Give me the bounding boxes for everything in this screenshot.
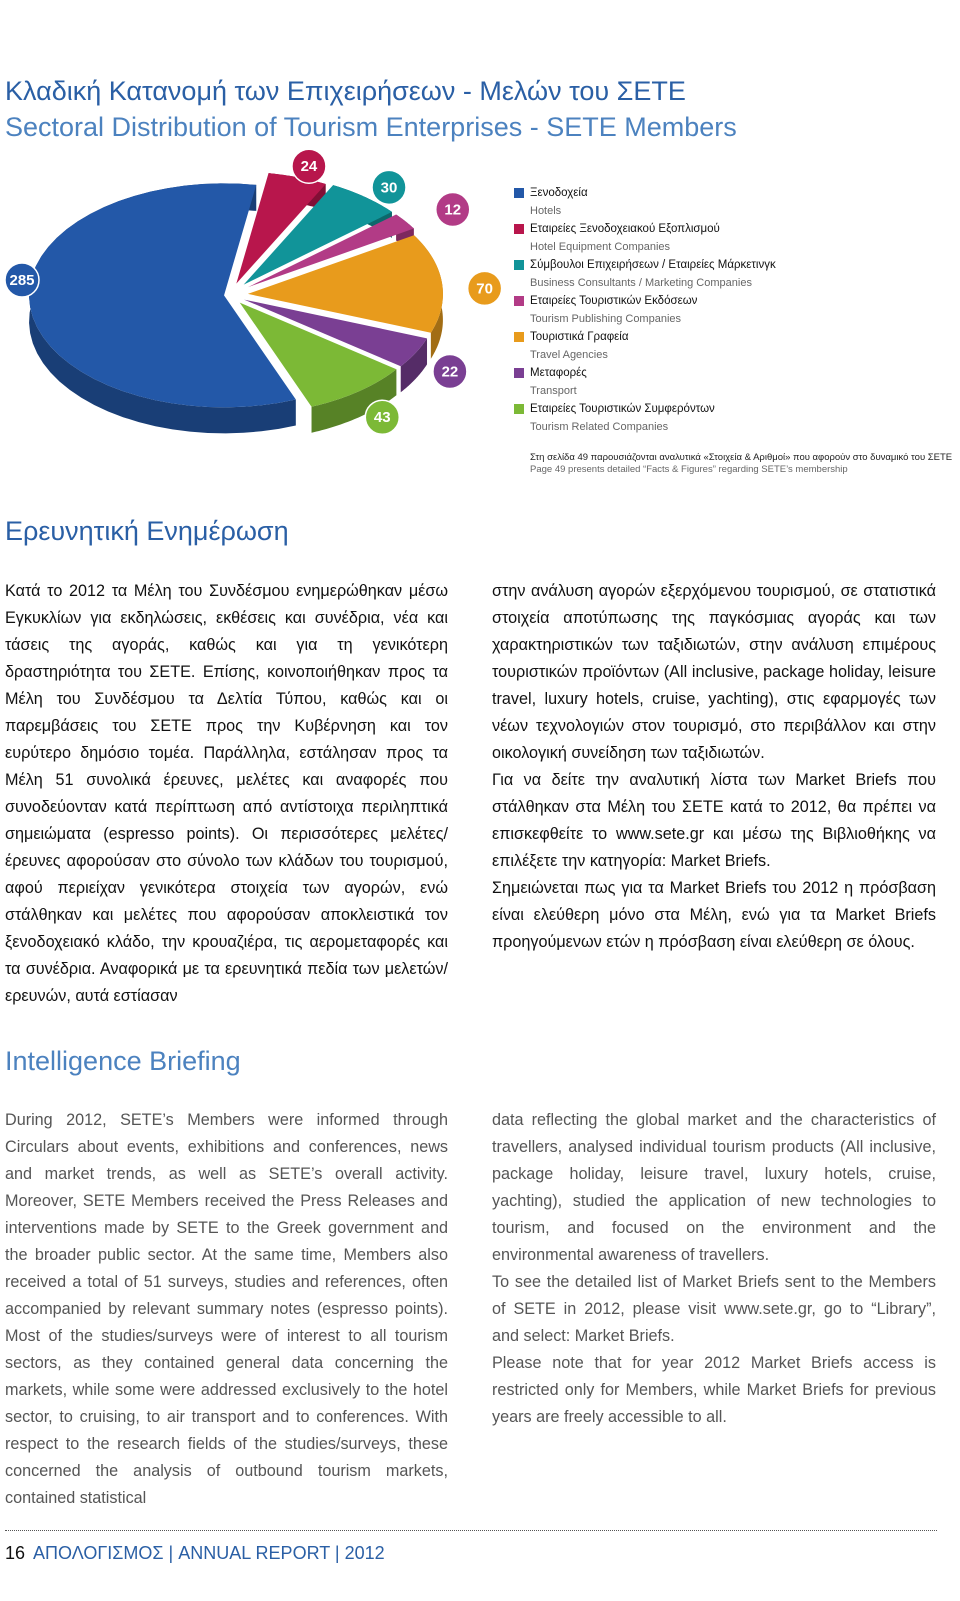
footer-text: ΑΠΟΛΟΓΙΣΜΟΣ | ANNUAL REPORT | 2012 [33,1543,385,1563]
legend-label-english: Hotels [530,205,562,217]
chart-note-english: Page 49 presents detailed “Facts & Figures” regarding SETE’s membership [530,464,848,475]
legend-item [514,328,954,364]
legend-swatch [514,296,524,306]
legend-swatch [514,188,524,198]
legend-label-english: Transport [530,385,577,397]
legend-label-english: Business Consultants / Marketing Companies [530,277,752,289]
greek-text-column-1 [5,578,448,1010]
page-title-greek: Κλαδική Κατανομή των Επιχειρήσεων - Μελών του ΣΕΤΕ [5,76,686,106]
paragraph: Για να δείτε την αναλυτική λίστα των Market Briefs που στάλθηκαν στα Μέλη του ΣΕΤΕ κατά το 2012, θα πρέπει να επισκεφθείτε το www.sete.gr και μέσω της Βιβλιοθήκης να επιλέξετε την κατηγορία: Market Briefs. [492,771,936,870]
legend-label-english: Hotel Equipment Companies [530,241,671,253]
legend-label-english: Tourism Publishing Companies [530,313,682,325]
legend-label-greek: Τουριστικά Γραφεία [530,331,629,343]
legend-label-greek: Ξενοδοχεία [530,187,588,199]
legend-item [514,400,954,436]
page-number: 16 [5,1543,26,1563]
legend-label-greek: Εταιρείες Τουριστικών Συμφερόντων [530,403,715,415]
legend-label-greek: Μεταφορές [530,367,587,379]
legend-swatch [514,224,524,234]
legend-label-english: Tourism Related Companies [530,421,669,433]
english-text-column-2 [492,1107,936,1431]
legend-swatch [514,368,524,378]
legend-swatch [514,260,524,270]
legend-item [514,220,954,256]
paragraph: During 2012, SETE’s Members were informed through Circulars about events, exhibitions and conferences, news and market trends, as well as SETE’s overall activity. Moreover, SETE Members received the Press Releases and interventions made by SETE to the Greek government and the broader public sector. At the same time, Members also received a total of 51 surveys, studies and references, often accompanied by relevant summary notes (espresso points). Most of the studies/surveys were of interest to all tourism sectors, as they contained general data concerning the markets, while some were addressed exclusively to the hotel sector, to cruising, to air transport and to conferences. With respect to the research fields of the studies/surveys, these concerned the analysis of outbound tourism markets, contained statistical [5,1111,448,1507]
legend-item [514,292,954,328]
value-label: 43 [373,409,391,427]
footer-divider [5,1530,937,1531]
legend-label-greek: Εταιρείες Ξενοδοχειακού Εξοπλισμού [530,223,720,235]
chart-note [530,452,953,476]
section-heading-greek: Ερευνητική Ενημέρωση [5,516,289,546]
paragraph: data reflecting the global market and the characteristics of travellers, analysed individual tourism products (All inclusive, package holiday, leisure travel, luxury hotels, cruise, yachting), studied the application of new technologies to tourism, and focused on the environment and the environmental awareness of travellers. [492,1111,936,1264]
paragraph: Please note that for year 2012 Market Briefs access is restricted only for Members, while Market Briefs for previous years are freely accessible to all. [492,1354,936,1426]
sector-pie-chart [0,158,500,460]
value-label: 285 [9,272,35,289]
legend-item [514,364,954,400]
page-footer [5,1543,385,1564]
value-label: 30 [380,179,398,197]
paragraph: Κατά το 2012 τα Μέλη του Συνδέσμου ενημερώθηκαν μέσω Εγκυκλίων για εκδηλώσεις, εκθέσεις και συνέδρια, νέα και τάσεις της αγοράς, καθώς και για τη γενικότερη δραστηριότητα του ΣΕΤΕ. Επίσης, κοινοποιήθηκαν προς τα Μέλη του Συνδέσμου τα Δελτία Τύπου, καθώς και οι παρεμβάσεις του ΣΕΤΕ προς την Κυβέρνηση και τον ευρύτερο δημόσιο τομέα. Παράλληλα, εστάλησαν προς τα Μέλη 51 συνολικά έρευνες, μελέτες και αναφορές που συνοδεύονταν κατά περίπτωση από αντίστοιχα περιληπτικά σημειώματα (espresso points). Οι περισσότερες μελέτες/έρευνες αφορούσαν στο σύνολο των κλάδων του τουρισμού, αφού περιείχαν γενικότερα στοιχεία των αγορών, ενώ στάλθηκαν και μελέτες που αφορούσαν αποκλειστικά τον ξενοδοχειακό κλάδο, την κρουαζιέρα, τις αερομεταφορές και τα συνέδρια. Αναφορικά με τα ερευνητικά πεδία των μελετών/ερευνών, αυτά εστίασαν [5,582,448,1005]
value-label: 24 [300,158,318,176]
value-label: 70 [476,280,493,298]
section-heading-english: Intelligence Briefing [5,1046,241,1076]
chart-legend [514,184,954,436]
legend-item [514,256,954,292]
legend-label-greek: Σύμβουλοι Επιχειρήσεων / Εταιρείες Μάρκετινγκ [530,259,776,271]
greek-text-column-2 [492,578,936,956]
paragraph: στην ανάλυση αγορών εξερχόμενου τουρισμού, σε στατιστικά στοιχεία αποτύπωσης της παγκόσμιας αγοράς και των χαρακτηριστικών των ταξιδιωτών, στην ανάλυση επιμέρους τουριστικών προϊόντων (All inclusive, package holiday, leisure travel, luxury hotels, cruise, yachting), στις εφαρμογές των νέων τεχνολογιών στον τουρισμό, στο περιβάλλον και στην οικολογική συνείδηση των ταξιδιωτών. [492,582,936,762]
legend-item [514,184,954,220]
legend-label-greek: Εταιρείες Τουριστικών Εκδόσεων [530,295,698,307]
chart-note-greek: Στη σελίδα 49 παρουσιάζονται αναλυτικά «Στοιχεία & Αριθμοί» που αφορούν στο δυναμικό του ΣΕΤΕ [530,452,953,463]
paragraph: Σημειώνεται πως για τα Market Briefs του 2012 η πρόσβαση είναι ελεύθερη μόνο στα Μέλη, ενώ για τα Market Briefs προηγούμενων ετών η πρόσβαση είναι ελεύθερη σε όλους. [492,879,936,951]
value-label: 12 [444,201,462,219]
legend-swatch [514,404,524,414]
legend-label-english: Travel Agencies [530,349,608,361]
value-label: 22 [441,363,459,381]
english-text-column-1 [5,1107,448,1512]
paragraph: To see the detailed list of Market Briefs sent to the Members of SETE in 2012, please visit www.sete.gr, go to “Library”, and select: Market Briefs. [492,1273,936,1345]
page-title-english: Sectoral Distribution of Tourism Enterprises - SETE Members [5,112,737,142]
legend-swatch [514,332,524,342]
